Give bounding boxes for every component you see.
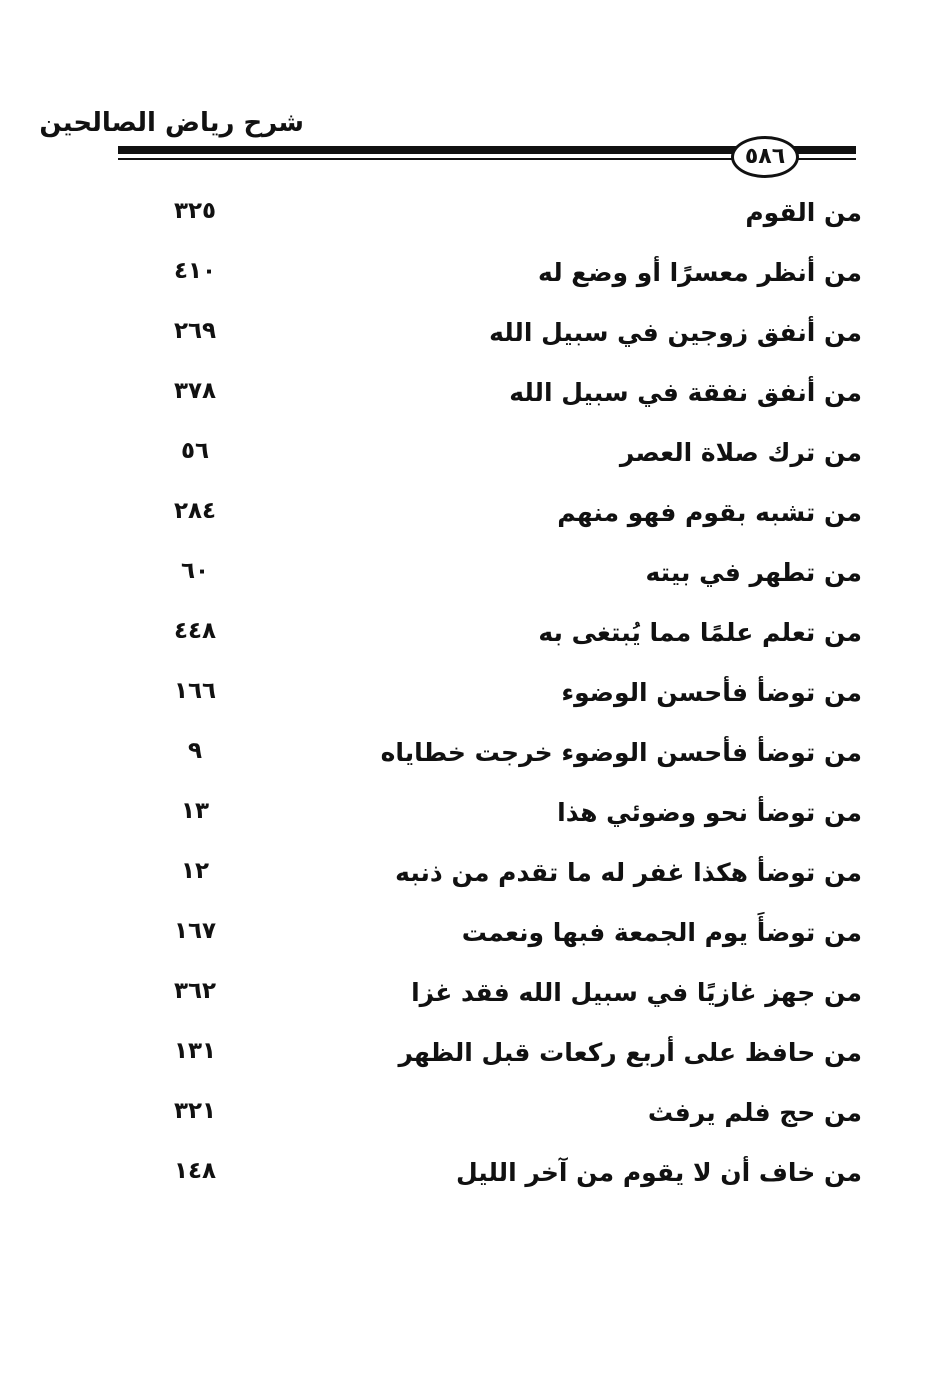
index-entry-text: من تعلم علمًا مما يُبتغى به <box>538 618 862 647</box>
index-entry-text: من حج فلم يرفث <box>647 1098 862 1127</box>
index-entry-page: ١٦٦ <box>173 678 217 704</box>
index-entry-text: من القوم <box>745 198 862 227</box>
index-row <box>140 726 862 786</box>
index-entry-page: ٣٢٥ <box>173 198 217 224</box>
index-row <box>140 486 862 546</box>
index-list <box>140 186 862 1206</box>
index-entry-text: من توضأ هكذا غفر له ما تقدم من ذنبه <box>395 858 862 887</box>
index-entry-page: ٤١٠ <box>173 258 217 284</box>
index-row <box>140 1026 862 1086</box>
index-row <box>140 546 862 606</box>
index-entry-page: ١٢ <box>180 858 210 884</box>
index-row <box>140 366 862 426</box>
index-entry-text: من توضأ نحو وضوئي هذا <box>557 798 862 827</box>
index-entry-text: من تطهر في بيته <box>645 558 862 587</box>
index-entry-page: ١٣١ <box>173 1038 217 1064</box>
index-row <box>140 846 862 906</box>
index-entry-text: من ترك صلاة العصر <box>619 438 862 467</box>
index-row <box>140 426 862 486</box>
index-entry-page: ٦٠ <box>180 558 210 584</box>
index-row <box>140 666 862 726</box>
index-entry-text: من تشبه بقوم فهو منهم <box>557 498 862 527</box>
index-row <box>140 1086 862 1146</box>
index-entry-text: من توضأ فأحسن الوضوء <box>561 678 862 707</box>
index-entry-text: من حافظ على أربع ركعات قبل الظهر <box>398 1038 862 1067</box>
index-entry-page: ٣٧٨ <box>173 378 217 404</box>
index-entry-page: ٥٦ <box>180 438 210 464</box>
index-row <box>140 186 862 246</box>
index-entry-page: ١٤٨ <box>173 1158 217 1184</box>
index-entry-text: من أنفق نفقة في سبيل الله <box>509 378 862 407</box>
index-row <box>140 306 862 366</box>
index-entry-text: من توضأ فأحسن الوضوء خرجت خطاياه <box>380 738 862 767</box>
index-row <box>140 246 862 306</box>
index-entry-page: ٣٦٢ <box>173 978 217 1004</box>
index-entry-page: ٤٤٨ <box>173 618 217 644</box>
page-header <box>0 0 952 180</box>
index-entry-text: من توضأَ يوم الجمعة فبها ونعمت <box>461 918 862 947</box>
index-entry-page: ٢٨٤ <box>173 498 217 524</box>
index-entry-text: من أنظر معسرًا أو وضع له <box>538 258 862 287</box>
page-number: ٥٨٦ <box>731 136 799 178</box>
index-entry-text: من جهز غازيًا في سبيل الله فقد غزا <box>411 978 862 1007</box>
index-row <box>140 1146 862 1206</box>
index-row <box>140 966 862 1026</box>
index-entry-text: من خاف أن لا يقوم من آخر الليل <box>455 1158 862 1187</box>
index-entry-page: ١٣ <box>180 798 210 824</box>
index-row <box>140 786 862 846</box>
index-entry-page: ٣٢١ <box>173 1098 217 1124</box>
index-entry-page: ١٦٧ <box>173 918 217 944</box>
index-row <box>140 906 862 966</box>
book-title: شرح رياض الصالحين <box>39 108 304 138</box>
index-entry-page: ٢٦٩ <box>173 318 217 344</box>
index-row <box>140 606 862 666</box>
index-entry-page: ٩ <box>187 738 203 764</box>
index-entry-text: من أنفق زوجين في سبيل الله <box>489 318 862 347</box>
